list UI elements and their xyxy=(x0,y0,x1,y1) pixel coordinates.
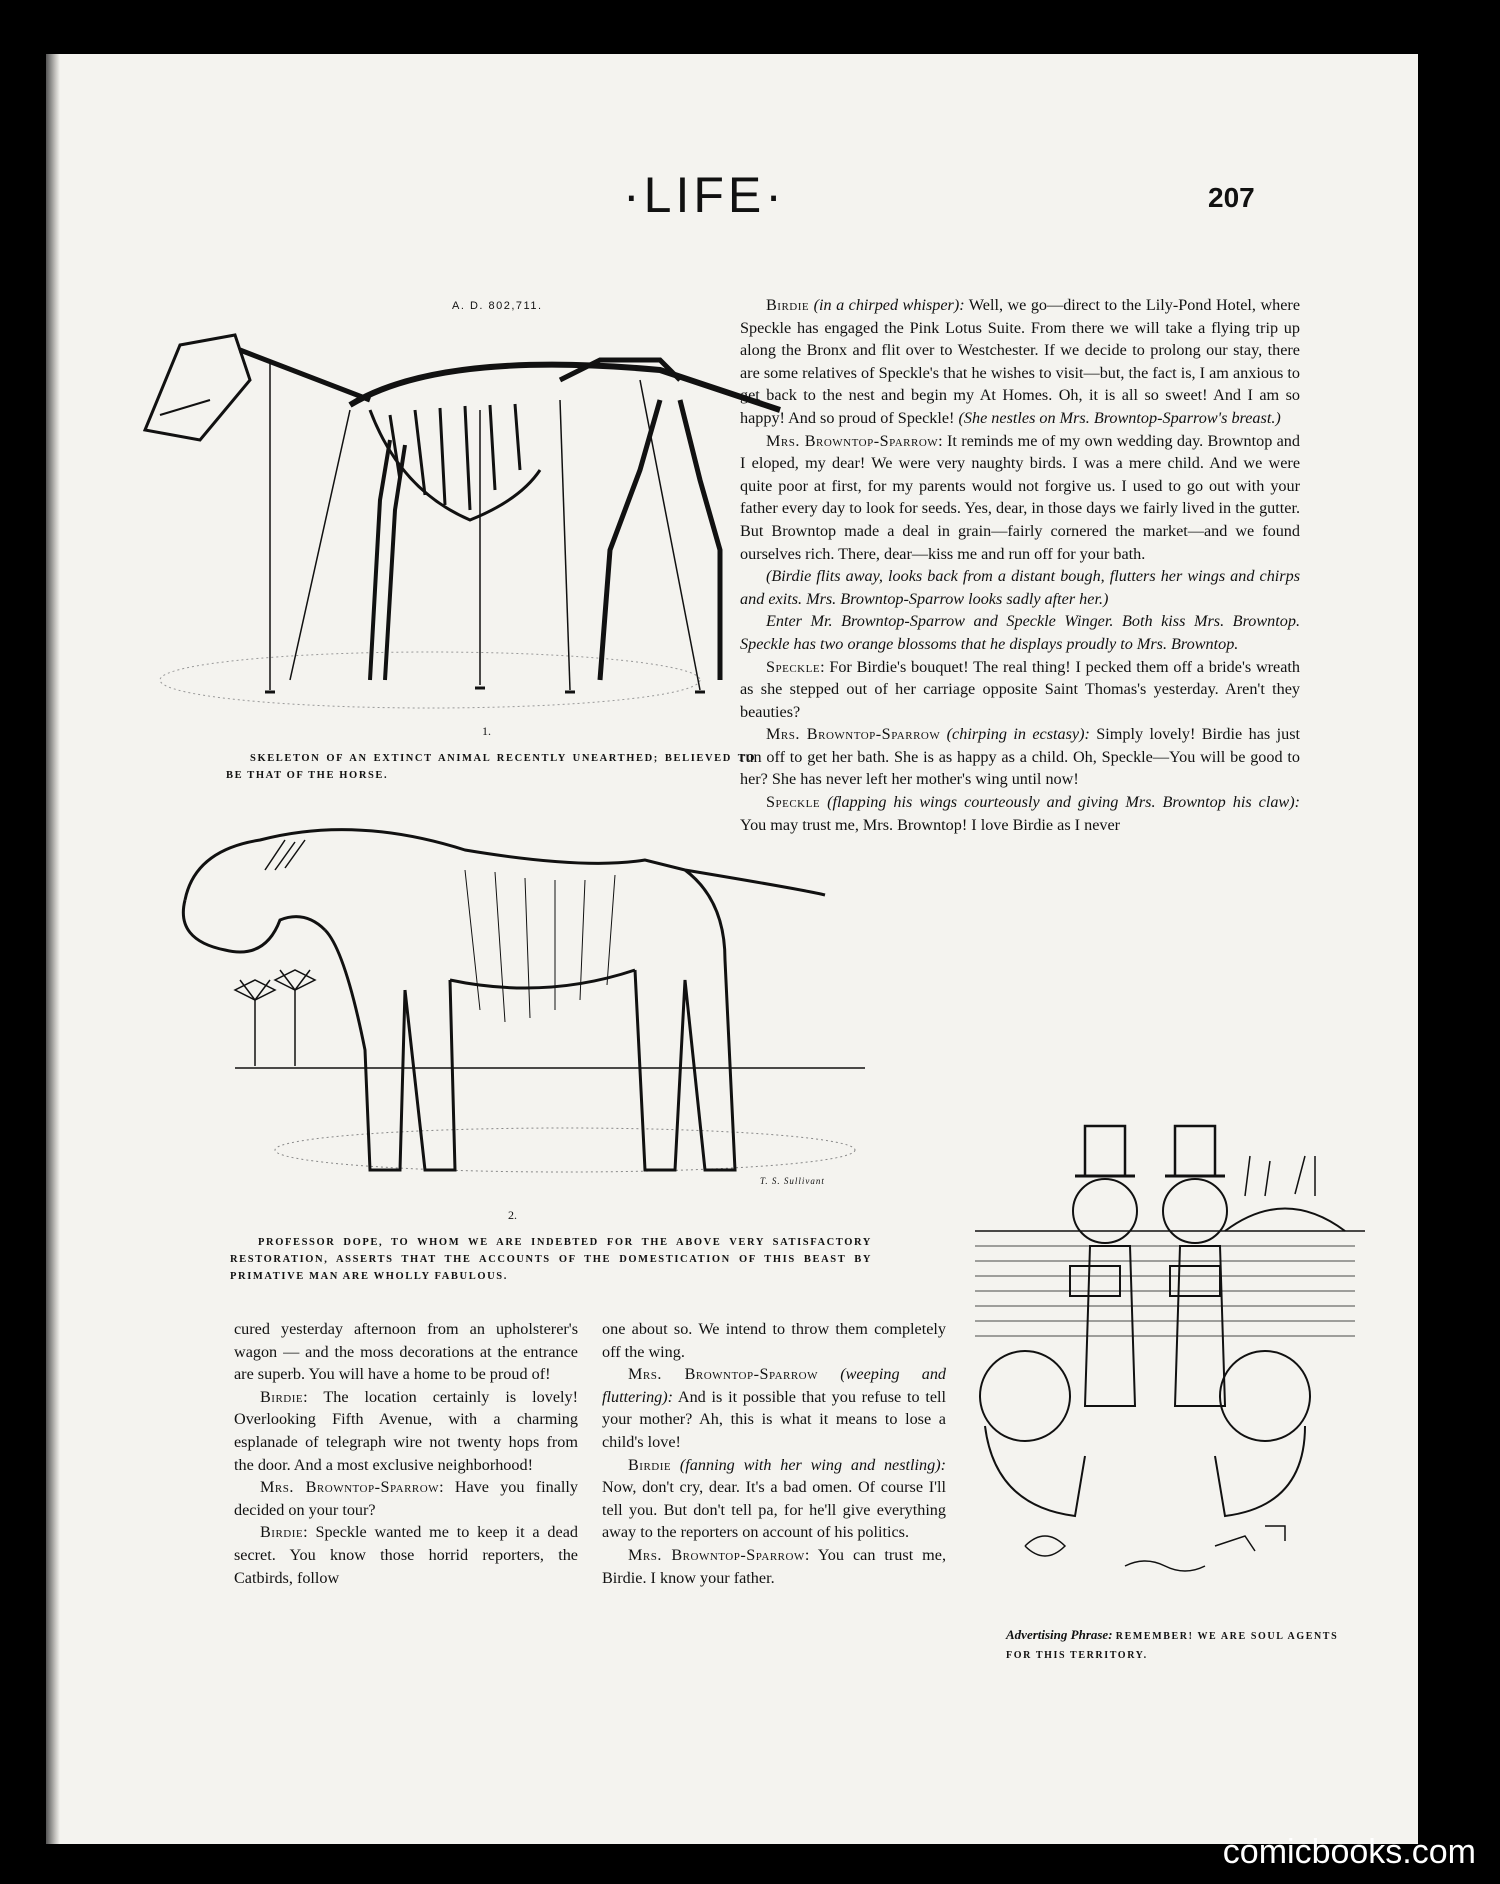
figure2-signature: T. S. Sullivant xyxy=(760,1176,825,1186)
stage-direction: Enter Mr. Browntop-Sparrow and Speckle Winger. Both kiss Mrs. Browntop. Speckle has two orange blossoms that he displays proudly to Mrs. Browntop. xyxy=(740,612,1300,653)
advertising-cartoon-illustration xyxy=(965,1126,1365,1606)
speaker-name: Speckle xyxy=(766,793,821,812)
figure3-caption xyxy=(1006,1626,1366,1664)
col-b-paragraph-1 xyxy=(602,1318,946,1363)
dialogue-text: And is it possible that you refuse to tell your mother? Ah, this is what it means to lose a child's love! xyxy=(602,1387,946,1451)
col-a-paragraph-1 xyxy=(234,1318,578,1386)
figure1-number: 1. xyxy=(482,724,491,738)
masthead-title: ·LIFE· xyxy=(623,167,786,223)
direction-mark: : xyxy=(820,657,825,676)
dialogue-text: For Birdie's bouquet! The real thing! I pecked them off a bride's wreath as she stepped out of her carriage opposite Saint Thomas's yesterday. Aren't they beauties? xyxy=(740,657,1300,721)
col-b-paragraph-4 xyxy=(602,1544,946,1589)
skeleton-illustration xyxy=(140,320,790,710)
site-watermark: comicbooks.com xyxy=(1222,1833,1476,1871)
speaker-name: Birdie xyxy=(766,296,810,314)
right-paragraph-6 xyxy=(740,723,1300,791)
dialogue-text: Speckle wanted me to keep it a dead secret. You know those horrid reporters, the Catbirds, follow xyxy=(234,1523,578,1587)
dialogue-text: You may trust me, Mrs. Browntop! I love Birdie as I never xyxy=(740,815,1121,834)
dialogue-text: cured yesterday afternoon from an upholsterer's wagon — and the moss decorations at the entrance are superb. You will have a home to be proud of! xyxy=(234,1320,578,1384)
dialogue-text: Have you finally decided on your tour? xyxy=(234,1478,578,1519)
dialogue-text: one about so. We intend to throw them completely off the wing. xyxy=(602,1320,946,1361)
stage-direction: (in a chirped whisper): xyxy=(813,296,965,314)
bottom-column-b-text xyxy=(602,1318,946,1589)
col-b-paragraph-3 xyxy=(602,1454,946,1544)
right-paragraph-2 xyxy=(740,430,1300,566)
figure3-caption-text: REMEMBER! WE ARE SOUL AGENTS FOR THIS TERRITORY. xyxy=(1006,1631,1339,1661)
dialogue-text: Now, don't cry, dear. It's a bad omen. Of course I'll tell you. But don't tell pa, for he'll give everything away to the reporters on account of his politics. xyxy=(602,1478,946,1542)
figure2-caption: PROFESSOR DOPE, TO WHOM WE ARE INDEBTED FOR THE ABOVE VERY SATISFACTORY RESTORATION, ASSERTS THAT THE ACCOUNTS OF THE DOMESTICATION OF THIS BEAST BY PRIMATIVE MAN ARE WHOLLY FABULOUS. xyxy=(230,1237,872,1282)
stage-direction: (She nestles on Mrs. Browntop-Sparrow's breast.) xyxy=(958,408,1281,427)
figure2-number: 2. xyxy=(508,1208,517,1222)
speaker-name: Mrs. Browntop-Sparrow xyxy=(628,1545,805,1564)
speaker-name: Birdie xyxy=(260,1523,304,1542)
direction-mark: : xyxy=(303,1523,308,1542)
speaker-name: Mrs. Browntop-Sparrow xyxy=(628,1365,819,1384)
right-paragraph-4 xyxy=(740,610,1300,655)
stage-direction: (fanning with her wing and nestling): xyxy=(679,1455,946,1474)
figure1-date-label: A. D. 802,711. xyxy=(452,300,543,312)
page-gutter-shadow xyxy=(46,54,60,1844)
dialogue-text: The location certainly is lovely! Overlooking Fifth Avenue, with a charming esplanade of telegraph wire not twenty hops from the door. And a most exclusive neighborhood! xyxy=(234,1387,578,1474)
dialogue-text: Well, we go—direct to the Lily-Pond Hotel, where Speckle has engaged the Pink Lotus Suite. From there we will take a flying trip up along the Bronx and flit over to Westchester. If we decide to prolong our stay, there are some relatives of Speckle's that he wishes to visit—but, the fact is, I am anxious to get back to the nest and begin my At Homes. Oh, it is all so sweet! And I am so happy! And so proud of Speckle! xyxy=(740,296,1300,427)
direction-mark: : xyxy=(303,1387,308,1406)
right-column-text xyxy=(740,294,1300,836)
bottom-column-a-text xyxy=(234,1318,578,1589)
right-paragraph-3 xyxy=(740,565,1300,610)
dialogue-text: Simply lovely! Birdie has just run off to get her bath. She is as happy as a child. Oh, Speckle—You will be good to her? She has never left her mother's wing until now! xyxy=(740,725,1301,789)
col-a-paragraph-4 xyxy=(234,1521,578,1589)
figure3-caption-lead: Advertising Phrase: xyxy=(1006,1627,1113,1642)
speaker-name: Birdie xyxy=(260,1387,304,1406)
right-paragraph-7 xyxy=(740,791,1300,836)
speaker-name: Mrs. Browntop-Sparrow xyxy=(260,1478,440,1497)
direction-mark: : xyxy=(804,1545,810,1564)
restored-animal-illustration xyxy=(165,810,865,1200)
direction-mark: : xyxy=(938,431,943,450)
dialogue-text: You can trust me, Birdie. I know your father. xyxy=(602,1545,946,1587)
col-b-paragraph-2 xyxy=(602,1363,946,1453)
speaker-name: Mrs. Browntop-Sparrow xyxy=(766,431,939,450)
speaker-name: Birdie xyxy=(628,1455,672,1474)
page-number: 207 xyxy=(1208,182,1255,213)
right-paragraph-1 xyxy=(740,294,1300,430)
stage-direction: (chirping in ecstasy): xyxy=(946,725,1090,744)
right-paragraph-5 xyxy=(740,656,1300,724)
stage-direction: (weeping and fluttering): xyxy=(602,1365,947,1406)
figure1-caption: SKELETON OF AN EXTINCT ANIMAL RECENTLY UNEARTHED; BELIEVED TO BE THAT OF THE HORSE. xyxy=(226,753,756,781)
col-a-paragraph-3 xyxy=(234,1476,578,1521)
speaker-name: Speckle xyxy=(766,657,821,676)
speaker-name: Mrs. Browntop-Sparrow xyxy=(766,725,941,744)
direction-mark: : xyxy=(439,1478,444,1497)
dialogue-text: It reminds me of my own wedding day. Browntop and I eloped, my dear! We were very naughty birds. I was a mere child. And we were quite poor at first, for my parents would not forgive us. I used to go out with your father every day to look for seeds. Yes, dear, in those days we fairly lived in the gutter. But Browntop made a deal in grain—fairly cornered the market—and we found ourselves rich. There, dear—kiss me and run off for your bath. xyxy=(740,431,1300,563)
stage-direction: (Birdie flits away, looks back from a distant bough, flutters her wings and chirps and exits. Mrs. Browntop-Sparrow looks sadly after her.) xyxy=(740,567,1300,608)
col-a-paragraph-2 xyxy=(234,1386,578,1476)
stage-direction: (flapping his wings courteously and giving Mrs. Browntop his claw): xyxy=(827,793,1301,812)
